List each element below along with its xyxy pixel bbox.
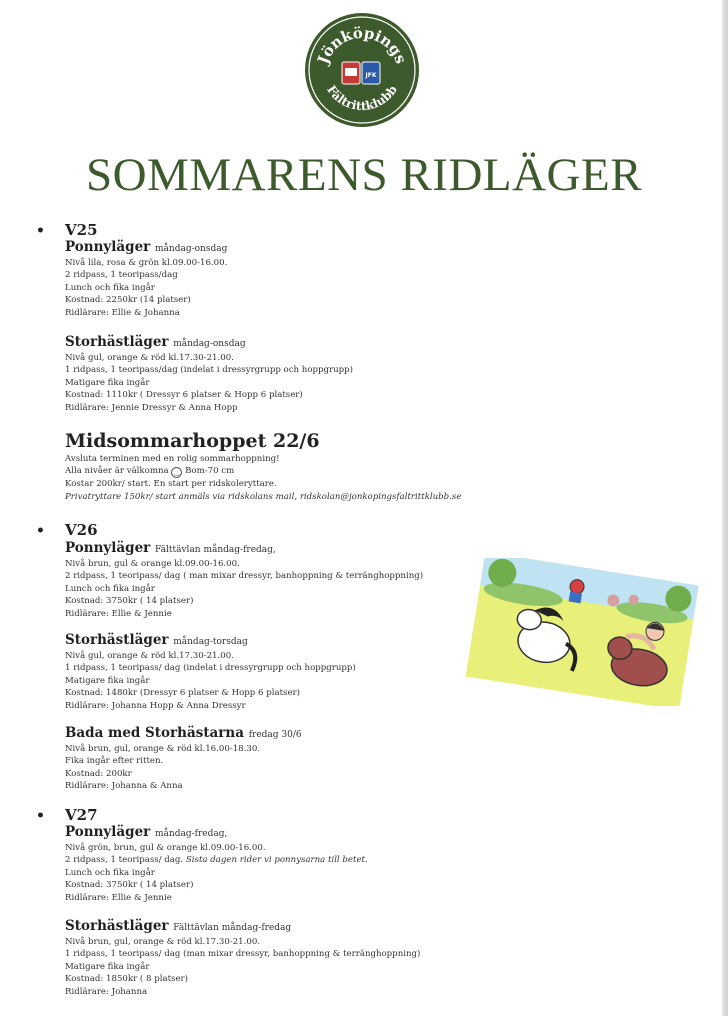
session-line: 2 ridpass, 1 teoripass/ dag. Sista dagen rider vi ponnysarna till betet. [65,855,368,866]
section-heading: Bada med Storhästarna fredag 30/6 [65,725,302,741]
section-storhastlager-v26 [65,632,505,712]
food-line: Lunch och fika ingår [65,282,155,293]
food-line: Matigare fika ingår [65,675,150,686]
section-heading: Storhästläger Fälttävlan måndag-fredag [65,918,292,934]
session-line: 2 ridpass, 1 teoripass/dag [65,270,178,281]
midsommar-private: Privatryttare 150kr/ start anmäls via ridskolans mail, ridskolan@jonkopingsfaltrittklubb.se [65,491,462,502]
food-line: Fika ingår efter ritten. [65,756,164,767]
section-heading: Ponnyläger Fälttävlan måndag-fredag, [65,540,276,556]
section-ponnylager-v25 [65,239,505,319]
svg-text:JFK: JFK [365,72,377,79]
section-heading: Storhästläger måndag-torsdag [65,632,248,648]
level-line: Nivå gul, orange & röd kl.17.30-21.00. [65,651,234,661]
instructor-line: Ridlärare: Ellie & Jennie [65,892,172,903]
instructor-line: Ridlärare: Ellie & Jennie [65,608,172,619]
level-line: Nivå brun, gul & orange kl.09.00-16.00. [65,559,240,569]
level-line: Nivå brun, gul, orange & röd kl.16.00-18.30. [65,744,261,754]
midsommar-cost: Kostar 200kr/ start. En start per ridskoleryttare. [65,479,277,490]
session-line: 2 ridpass, 1 teoripass/ dag ( man mixar dressyr, banhoppning & terränghoppning) [65,571,424,582]
cost-line: Kostnad: 2250kr (14 platser) [65,295,191,306]
instructor-line: Ridlärare: Johanna & Anna [65,781,183,792]
week-heading-v26: • V26 [36,521,98,539]
bullet-icon: • [36,808,45,824]
food-line: Lunch och fika ingår [65,583,155,594]
cost-line: Kostnad: 1850kr ( 8 platser) [65,974,188,985]
level-line: Nivå lila, rosa & grön kl.09.00-16.00. [65,258,228,268]
bullet-icon: • [36,223,45,239]
section-heading: Ponnyläger måndag-onsdag [65,239,228,255]
page-title: SOMMARENS RIDLÄGER [85,149,643,201]
section-midsommarhoppet [65,429,565,503]
section-ponnylager-v26 [65,540,505,620]
food-line: Lunch och fika ingår [65,867,155,878]
level-line: Nivå brun, gul, orange & röd kl.17.30-21.00. [65,937,261,947]
section-heading: Ponnyläger måndag-fredag, [65,824,228,840]
session-line: 1 ridpass, 1 teoripass/ dag (indelat i dressyrgrupp och hoppgrupp) [65,663,356,674]
section-heading: Storhästläger måndag-onsdag [65,334,246,350]
instructor-line: Ridlärare: Johanna [65,986,148,997]
instructor-line: Ridlärare: Johanna Hopp & Anna Dressyr [65,700,246,711]
week-heading-v27: • V27 [36,806,98,824]
week-heading-v25: • V25 [36,221,98,239]
instructor-line: Ridlärare: Ellie & Johanna [65,307,180,318]
smiley-icon: ‿ [171,467,182,478]
instructor-line: Ridlärare: Jennie Dressyr & Anna Hopp [65,402,238,413]
club-logo [304,12,420,128]
bullet-icon: • [36,523,45,539]
cost-line: Kostnad: 3750kr ( 14 platser) [65,880,194,891]
logo-text-bottom: Fältrittklubb [324,82,400,114]
session-line: 1 ridpass, 1 teoripass/ dag (man mixar dressyr, banhoppning & terränghoppning) [65,949,421,960]
midsommar-heading: Midsommarhoppet 22/6 [65,430,320,452]
logo-text-top: Jönköpings [313,23,411,67]
section-ponnylager-v27 [65,824,505,904]
session-line: 1 ridpass, 1 teoripass/dag (indelat i dressyrgrupp och hoppgrupp) [65,365,354,376]
cost-line: Kostnad: 200kr [65,768,132,779]
cost-line: Kostnad: 1480kr (Dressyr 6 platser & Hopp 6 platser) [65,688,301,699]
cost-line: Kostnad: 3750kr ( 14 platser) [65,596,194,607]
section-storhastlager-v25 [65,334,505,414]
food-line: Matigare fika ingår [65,377,150,388]
pony-cartoon-illustration [458,558,706,706]
level-line: Nivå grön, brun, gul & orange kl.09.00-16.00. [65,843,266,853]
midsommar-intro: Avsluta terminen med en rolig sommarhoppning! [65,454,280,464]
cost-line: Kostnad: 1110kr ( Dressyr 6 platser & Hopp 6 platser) [65,390,303,401]
level-line: Nivå gul, orange & röd kl.17.30-21.00. [65,353,234,363]
section-bada-med-storhastarna [65,725,505,793]
food-line: Matigare fika ingår [65,961,150,972]
midsommar-levels: Alla nivåer är välkomna ‿ Bom-70 cm [65,466,235,477]
section-storhastlager-v27 [65,918,505,998]
